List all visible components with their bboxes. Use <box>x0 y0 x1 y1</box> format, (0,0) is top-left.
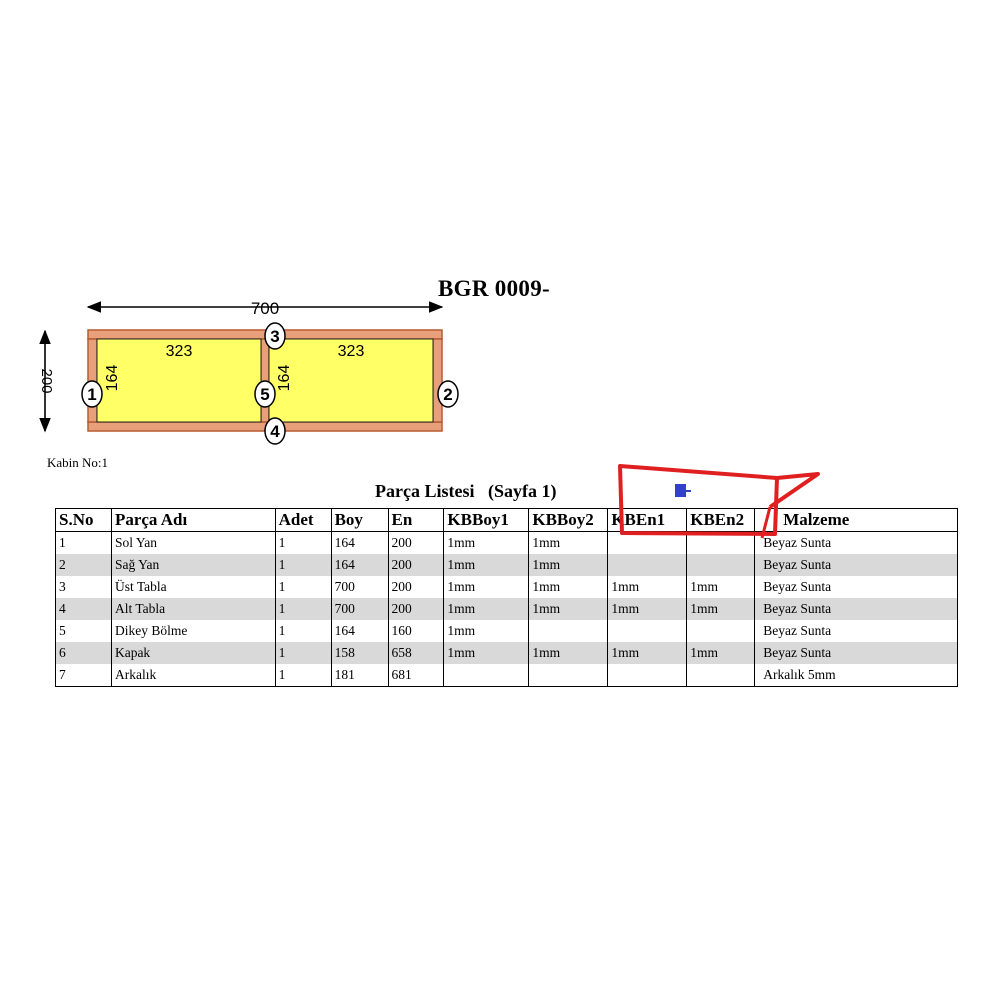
right-compartment-width: 323 <box>337 343 365 360</box>
part-marker-2 <box>438 381 458 407</box>
parts-table <box>55 508 958 687</box>
table-header-row <box>56 509 958 532</box>
header-sno: S.No <box>56 509 112 532</box>
part-marker-3 <box>265 323 285 349</box>
cabinet-number-label: Kabin No:1 <box>47 455 109 470</box>
header-kben1: KBEn1 <box>608 509 687 532</box>
svg-text:5: 5 <box>260 385 270 404</box>
svg-text:1: 1 <box>87 385 97 404</box>
part-marker-1 <box>82 381 102 407</box>
parts-list-title <box>375 481 556 502</box>
parts-list-heading: Parça Listesi <box>375 481 475 501</box>
table-row: 7 Arkalık 1 181 681 Arkalık 5mm <box>56 664 958 687</box>
table-row: 5 Dikey Bölme 1 164 160 1mm Beyaz Sunta <box>56 620 958 642</box>
header-width: En <box>388 509 444 532</box>
header-part-name: Parça Adı <box>111 509 275 532</box>
left-inner-height: 164 <box>104 364 121 392</box>
table-row: 2 Sağ Yan 1 164 200 1mm 1mm Beyaz Sunta <box>56 554 958 576</box>
table-row: 4 Alt Tabla 1 700 200 1mm 1mm 1mm 1mm Beyaz Sunta <box>56 598 958 620</box>
height-dimension-label: 200 <box>38 368 55 394</box>
part-marker-5 <box>255 381 275 407</box>
right-side-panel <box>433 339 442 422</box>
header-material: Malzeme <box>755 509 958 532</box>
table-row: 3 Üst Tabla 1 700 200 1mm 1mm 1mm 1mm Beyaz Sunta <box>56 576 958 598</box>
svg-text:4: 4 <box>270 422 280 441</box>
table-row: 1 Sol Yan 1 164 200 1mm 1mm Beyaz Sunta <box>56 532 958 555</box>
header-kben2: KBEn2 <box>687 509 755 532</box>
svg-text:3: 3 <box>270 327 280 346</box>
header-kbboy1: KBBoy1 <box>444 509 529 532</box>
svg-text:2: 2 <box>443 385 453 404</box>
right-inner-height: 164 <box>276 364 293 392</box>
part-marker-4 <box>265 418 285 444</box>
table-row: 6 Kapak 1 158 658 1mm 1mm 1mm 1mm Beyaz Sunta <box>56 642 958 664</box>
document-title: BGR 0009- <box>438 276 550 301</box>
blue-marker-icon <box>675 484 686 497</box>
header-quantity: Adet <box>275 509 331 532</box>
header-length: Boy <box>331 509 388 532</box>
page-label: (Sayfa 1) <box>487 481 557 501</box>
header-kbboy2: KBBoy2 <box>529 509 608 532</box>
width-dimension-label: 700 <box>250 299 280 318</box>
left-compartment-width: 323 <box>165 343 193 360</box>
blue-marker-tick <box>686 490 691 492</box>
